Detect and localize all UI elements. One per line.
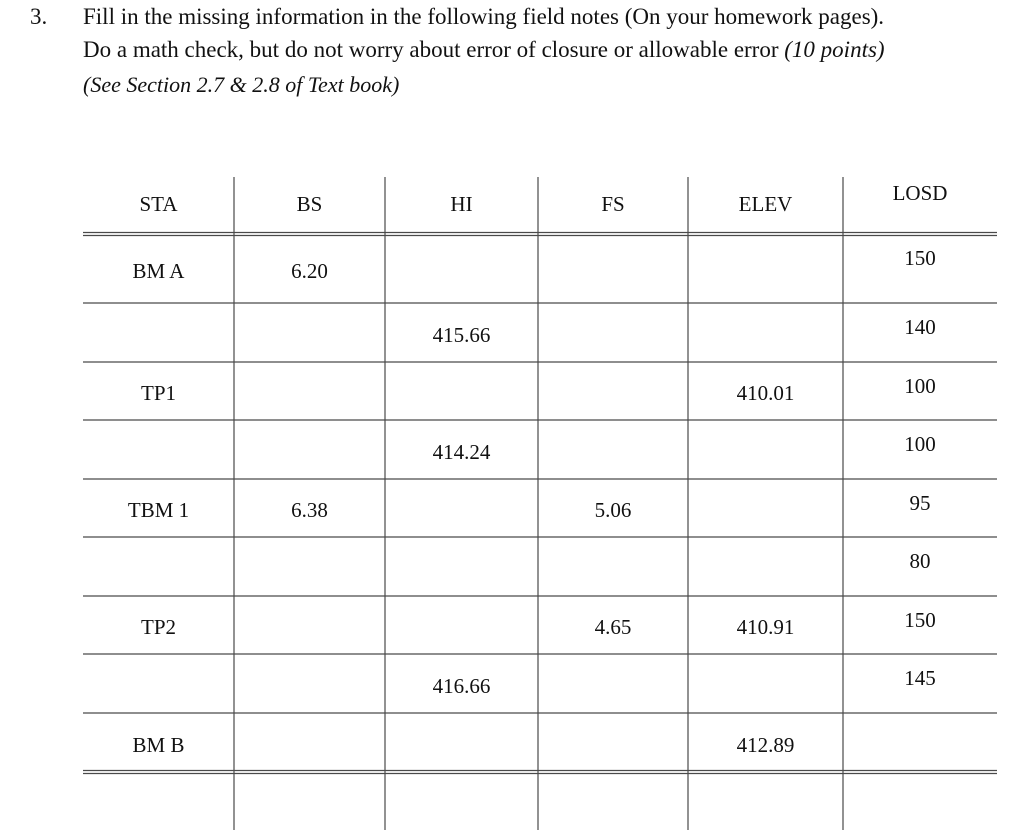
cell-sta: BM B	[132, 732, 185, 757]
column-header-sta: STA	[139, 192, 178, 216]
question-line-1: Fill in the missing information in the following field notes (On your homework pages).	[83, 4, 885, 29]
column-header-bs: BS	[296, 192, 323, 216]
cell-losd: 80	[909, 549, 931, 573]
cell-fs: 5.06	[594, 498, 632, 522]
question-reference: (See Section 2.7 & 2.8 of Text book)	[83, 72, 400, 97]
cell-sta: BM A	[132, 258, 185, 283]
column-header-elev: ELEV	[738, 192, 793, 216]
cell-hi: 416.66	[432, 673, 491, 698]
cell-losd: 140	[904, 315, 936, 339]
cell-losd: 150	[904, 608, 936, 632]
cell-fs: 4.65	[594, 615, 632, 639]
cell-losd: 145	[904, 666, 936, 690]
cell-bs: 6.20	[291, 258, 328, 283]
question-line-2-text: Do a math check, but do not worry about error of closure or allowable error	[83, 37, 785, 62]
column-header-losd: LOSD	[892, 181, 948, 205]
cell-hi: 414.24	[432, 439, 491, 464]
cell-sta: TP2	[140, 615, 177, 639]
question-number: 3.	[30, 4, 48, 29]
column-header-fs: FS	[601, 192, 625, 216]
cell-elev: 410.01	[736, 381, 795, 405]
column-header-hi: HI	[450, 192, 473, 216]
cell-sta: TBM 1	[127, 498, 190, 522]
cell-losd: 150	[904, 246, 936, 270]
cell-losd: 100	[904, 374, 936, 398]
cell-bs: 6.38	[291, 498, 328, 522]
cell-losd: 100	[904, 432, 936, 456]
cell-elev: 412.89	[736, 732, 795, 757]
cell-losd: 95	[909, 491, 931, 515]
cell-sta: TP1	[140, 381, 177, 405]
cell-elev: 410.91	[736, 615, 795, 639]
question-points: (10 points)	[784, 37, 885, 62]
cell-hi: 415.66	[432, 322, 491, 347]
